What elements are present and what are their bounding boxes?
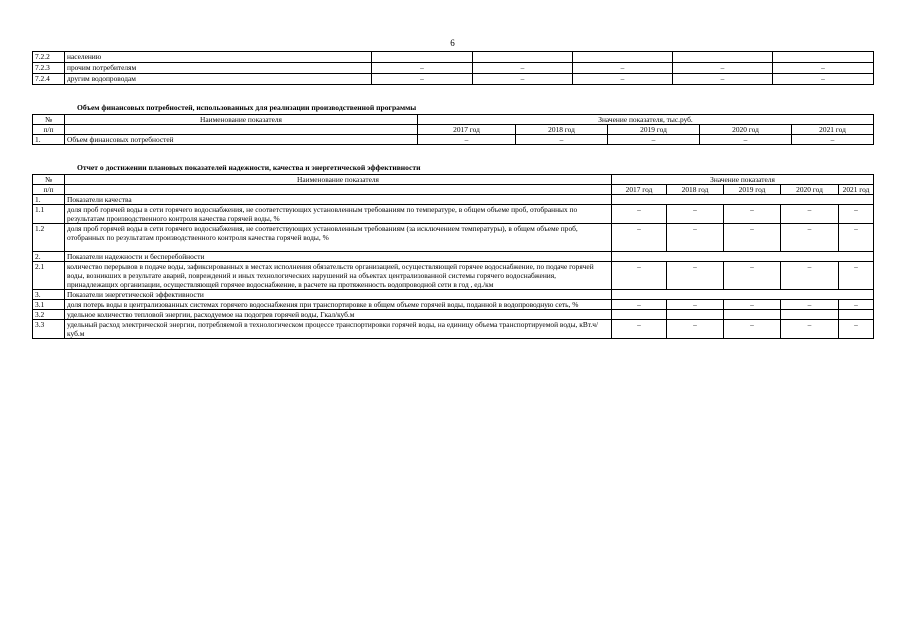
value-cell: – bbox=[516, 135, 608, 145]
col-name-header: Наименование показателя bbox=[65, 175, 612, 185]
row-name: количество перерывов в подаче воды, зафиксированных в местах исполнения обязательств организацией, осуществляющей горячее водоснабжение, по подаче горячей воды, возникших в результате аварий, повреждений и иных технологических нарушений на объектах централизованной системы горячего водоснабжения, принадлежащих организации, осуществляющей горячее водоснабжение, в расчете на протяженность водопроводной сети в год , ед./км bbox=[65, 262, 612, 290]
value-cell: – bbox=[473, 63, 573, 74]
value-cell: – bbox=[781, 320, 839, 339]
value-cell: – bbox=[667, 320, 724, 339]
row-number: 2. bbox=[33, 252, 65, 262]
year-header: 2020 год bbox=[700, 125, 792, 135]
value-cell bbox=[372, 52, 473, 63]
col-name-empty bbox=[65, 125, 418, 135]
row-number: 7.2.2 bbox=[33, 52, 65, 63]
row-number: 2.1 bbox=[33, 262, 65, 290]
row-number: 3. bbox=[33, 290, 65, 300]
table-row bbox=[33, 320, 874, 339]
value-cell: – bbox=[372, 74, 473, 85]
row-number: 7.2.3 bbox=[33, 63, 65, 74]
year-header: 2019 год bbox=[608, 125, 700, 135]
table-row bbox=[33, 63, 874, 74]
row-number: 1. bbox=[33, 195, 65, 205]
table-row bbox=[33, 262, 874, 290]
value-cell: – bbox=[667, 300, 724, 310]
value-cell: – bbox=[839, 224, 874, 252]
value-cell: – bbox=[839, 300, 874, 310]
table-header-row bbox=[33, 175, 874, 185]
value-cell: – bbox=[372, 63, 473, 74]
year-header: 2018 год bbox=[516, 125, 608, 135]
indicators-table bbox=[32, 174, 874, 339]
row-name: прочим потребителям bbox=[65, 63, 372, 74]
value-cell: – bbox=[612, 205, 667, 224]
table-header-row bbox=[33, 125, 874, 135]
row-number: 3.2 bbox=[33, 310, 65, 320]
row-number: 1. bbox=[33, 135, 65, 145]
row-name: Показатели надежности и бесперебойности bbox=[65, 252, 612, 262]
row-name: доля проб горячей воды в сети горячего водоснабжения, не соответствующих установленным требованиям (за исключением температуры), в общем объеме проб, отобранных по результатам производственного контроля качества горячей воды, % bbox=[65, 224, 612, 252]
value-cell bbox=[673, 52, 773, 63]
row-name: доля проб горячей воды в сети горячего водоснабжения, не соответствующих установленным требованиям по температуре, в общем объеме проб, отобранных по результатам производственного контроля качества горячей воды, % bbox=[65, 205, 612, 224]
value-cell: – bbox=[418, 135, 516, 145]
value-cell: – bbox=[781, 300, 839, 310]
table-row bbox=[33, 74, 874, 85]
supply-table-continuation bbox=[32, 51, 874, 85]
value-cell: – bbox=[612, 320, 667, 339]
value-cell bbox=[773, 52, 874, 63]
row-number: 1.2 bbox=[33, 224, 65, 252]
value-cell: – bbox=[839, 262, 874, 290]
table-row bbox=[33, 224, 874, 252]
value-cell bbox=[781, 310, 839, 320]
col-name-empty bbox=[65, 185, 612, 195]
value-cell: – bbox=[781, 224, 839, 252]
value-cell: – bbox=[700, 135, 792, 145]
value-cell: – bbox=[667, 262, 724, 290]
row-name: доля потерь воды в централизованных системах горячего водоснабжения при транспортировке в общем объеме горячей воды, поданной в водопроводную сеть, % bbox=[65, 300, 612, 310]
value-cell: – bbox=[839, 205, 874, 224]
value-cell: – bbox=[667, 224, 724, 252]
col-num-sub-header: п/п bbox=[33, 185, 65, 195]
row-name: Показатели энергетической эффективности bbox=[65, 290, 612, 300]
value-cell: – bbox=[724, 320, 781, 339]
section-title-finance: Объем финансовых потребностей, использованных для реализации производственной программы bbox=[77, 103, 417, 112]
value-cell bbox=[667, 310, 724, 320]
section-title-indicators: Отчет о достижении плановых показателей надежности, качества и энергетической эффективности bbox=[77, 163, 421, 172]
value-cell: – bbox=[473, 74, 573, 85]
page-number: 6 bbox=[450, 38, 455, 48]
value-cell bbox=[724, 310, 781, 320]
section-header-row bbox=[33, 252, 874, 262]
table-row bbox=[33, 52, 874, 63]
year-header: 2017 год bbox=[418, 125, 516, 135]
row-number: 1.1 bbox=[33, 205, 65, 224]
col-value-header: Значение показателя bbox=[612, 175, 874, 185]
value-cell: – bbox=[667, 205, 724, 224]
year-header: 2018 год bbox=[667, 185, 724, 195]
year-header: 2021 год bbox=[792, 125, 874, 135]
year-header: 2019 год bbox=[724, 185, 781, 195]
col-num-header: № bbox=[33, 115, 65, 125]
col-name-header: Наименование показателя bbox=[65, 115, 418, 125]
col-num-header: № bbox=[33, 175, 65, 185]
table-header-row bbox=[33, 185, 874, 195]
table-row bbox=[33, 135, 874, 145]
table-row bbox=[33, 310, 874, 320]
table-row bbox=[33, 300, 874, 310]
row-name: Объем финансовых потребностей bbox=[65, 135, 418, 145]
value-cell: – bbox=[673, 74, 773, 85]
value-cell: – bbox=[724, 224, 781, 252]
empty-values bbox=[612, 290, 874, 300]
row-name: удельный расход электрической энергии, потребляемой в технологическом процессе транспортировки горячей воды, на единицу объема транспортируемой воды, кВт.ч/куб.м bbox=[65, 320, 612, 339]
col-value-header: Значение показателя, тыс.руб. bbox=[418, 115, 874, 125]
value-cell: – bbox=[792, 135, 874, 145]
empty-values bbox=[612, 252, 874, 262]
table-row bbox=[33, 205, 874, 224]
value-cell bbox=[612, 310, 667, 320]
value-cell: – bbox=[781, 262, 839, 290]
row-number: 3.1 bbox=[33, 300, 65, 310]
year-header: 2017 год bbox=[612, 185, 667, 195]
value-cell: – bbox=[608, 135, 700, 145]
row-number: 3.3 bbox=[33, 320, 65, 339]
row-name: удельное количество тепловой энергии, расходуемое на подогрев горячей воды, Гкал/куб.м bbox=[65, 310, 612, 320]
value-cell: – bbox=[673, 63, 773, 74]
value-cell: – bbox=[612, 224, 667, 252]
row-name: другим водопроводам bbox=[65, 74, 372, 85]
section-header-row bbox=[33, 195, 874, 205]
value-cell: – bbox=[724, 262, 781, 290]
year-header: 2020 год bbox=[781, 185, 839, 195]
empty-values bbox=[612, 195, 874, 205]
value-cell: – bbox=[839, 320, 874, 339]
value-cell: – bbox=[724, 300, 781, 310]
value-cell bbox=[573, 52, 673, 63]
value-cell: – bbox=[773, 63, 874, 74]
value-cell bbox=[473, 52, 573, 63]
row-name: населению bbox=[65, 52, 372, 63]
table-header-row bbox=[33, 115, 874, 125]
row-number: 7.2.4 bbox=[33, 74, 65, 85]
finance-table bbox=[32, 114, 874, 145]
value-cell: – bbox=[612, 300, 667, 310]
section-header-row bbox=[33, 290, 874, 300]
value-cell: – bbox=[773, 74, 874, 85]
value-cell: – bbox=[573, 74, 673, 85]
year-header: 2021 год bbox=[839, 185, 874, 195]
value-cell: – bbox=[612, 262, 667, 290]
value-cell bbox=[839, 310, 874, 320]
value-cell: – bbox=[781, 205, 839, 224]
value-cell: – bbox=[724, 205, 781, 224]
value-cell: – bbox=[573, 63, 673, 74]
col-num-sub-header: п/п bbox=[33, 125, 65, 135]
row-name: Показатели качества bbox=[65, 195, 612, 205]
